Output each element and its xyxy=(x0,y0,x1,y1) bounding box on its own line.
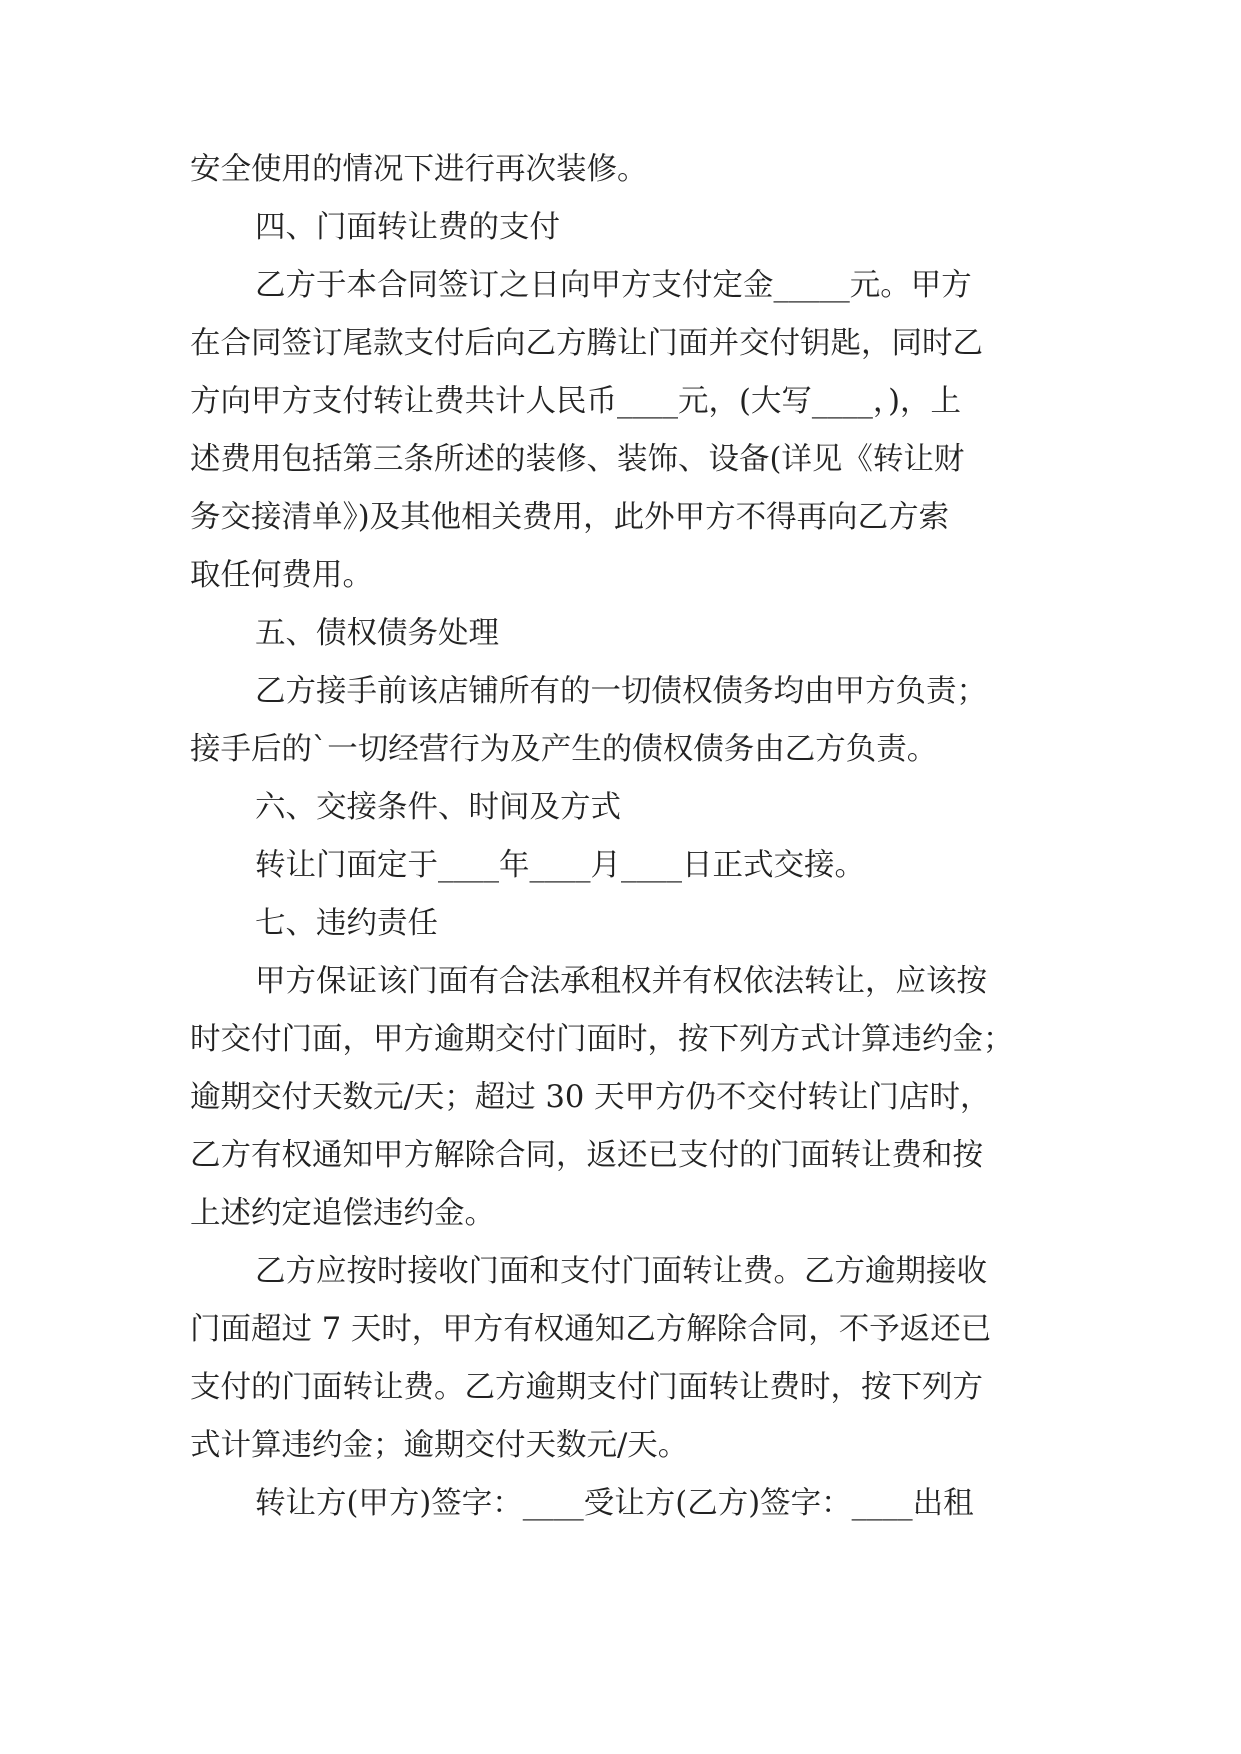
paragraph-line: 乙方有权通知甲方解除合同，返还已支付的门面转让费和按 xyxy=(190,1138,983,1173)
paragraph-line: 式计算违约金；逾期交付天数元/天。 xyxy=(190,1428,689,1463)
paragraph-line: 转让门面定于____年____月____日正式交接。 xyxy=(255,848,865,883)
paragraph-line: 时交付门面，甲方逾期交付门面时，按下列方式计算违约金； xyxy=(190,1022,1014,1057)
paragraph-line: 甲方保证该门面有合法承租权并有权依法转让，应该按 xyxy=(255,964,987,999)
paragraph-line: 方向甲方支付转让费共计人民币____元，(大写____，)，上 xyxy=(190,384,962,419)
paragraph-line: 述费用包括第三条所述的装修、装饰、设备(详见《转让财 xyxy=(190,442,965,477)
section-heading-debts: 五、债权债务处理 xyxy=(255,616,499,651)
paragraph-line: 上述约定追偿违约金。 xyxy=(190,1196,495,1231)
paragraph-line: 接手后的`一切经营行为及产生的债权债务由乙方负责。 xyxy=(190,732,938,767)
paragraph-line: 支付的门面转让费。乙方逾期支付门面转让费时，按下列方 xyxy=(190,1370,983,1405)
paragraph-line: 逾期交付天数元/天；超过 30 天甲方仍不交付转让门店时， xyxy=(190,1080,991,1115)
section-heading-payment: 四、门面转让费的支付 xyxy=(255,210,560,245)
section-heading-liability: 七、违约责任 xyxy=(255,906,438,941)
paragraph-continuation: 安全使用的情况下进行再次装修。 xyxy=(190,152,648,187)
paragraph-line: 乙方接手前该店铺所有的一切债权债务均由甲方负责； xyxy=(255,674,987,709)
paragraph-line: 乙方应按时接收门面和支付门面转让费。乙方逾期接收 xyxy=(255,1254,987,1289)
paragraph-line: 乙方于本合同签订之日向甲方支付定金_____元。甲方 xyxy=(255,268,972,303)
paragraph-line: 门面超过 7 天时，甲方有权通知乙方解除合同，不予返还已 xyxy=(190,1312,992,1347)
paragraph-line: 务交接清单》)及其他相关费用，此外甲方不得再向乙方索 xyxy=(190,500,950,535)
paragraph-line: 取任何费用。 xyxy=(190,558,373,593)
paragraph-line: 在合同签订尾款支付后向乙方腾让门面并交付钥匙，同时乙 xyxy=(190,326,983,361)
signature-line: 转让方(甲方)签字：____受让方(乙方)签字：____出租 xyxy=(255,1486,974,1521)
section-heading-handover: 六、交接条件、时间及方式 xyxy=(255,790,621,825)
